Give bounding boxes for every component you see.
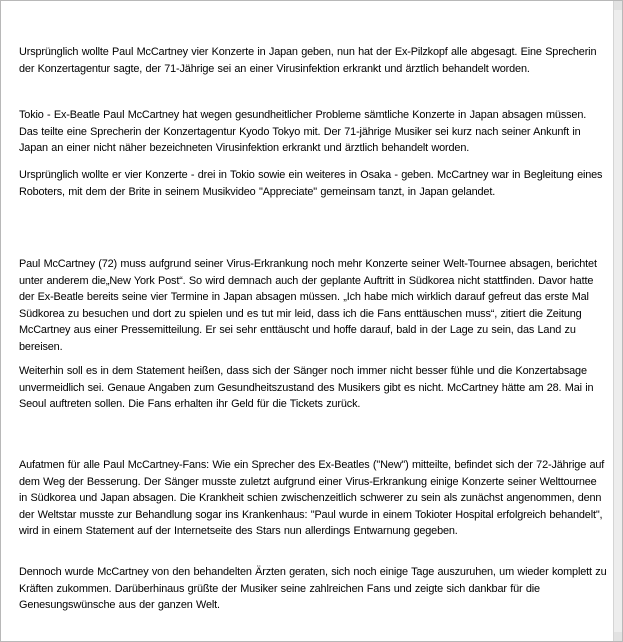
paragraph-5: Weiterhin soll es in dem Statement heißen, dass sich der Sänger noch immer nicht besser fühle und die Konzertabsage unvermeidlich sei. Genaue Angaben zum Gesundheitszustand des Musikers gibt es nicht. McCartney hätte am 28. Mai in Seoul auftreten sollen. Die Fans erhalten ihr Geld für die Tickets zurück. [19, 365, 594, 410]
vertical-scrollbar[interactable] [613, 1, 622, 641]
paragraph-1: Ursprünglich wollte Paul McCartney vier Konzerte in Japan geben, nun hat der Ex-Pilzkopf alle abgesagt. Eine Sprecherin der Konzertagentur sagte, der 71-Jährige sei an einer Virusinfektion erkrankt und ärztlich behandelt worden. [19, 46, 597, 75]
paragraph-3: Ursprünglich wollte er vier Konzerte - drei in Tokio sowie ein weiteres in Osaka - geben. McCartney war in Begleitung eines Roboters, mit dem der Brite in seinem Musikvideo "Appreciate" gemeinsam tanzt, in Japan gelandet. [19, 169, 603, 198]
paragraph-7: Dennoch wurde McCartney von den behandelten Ärzten geraten, sich noch einige Tage auszuruhen, um wieder komplett zu Kräften zukommen. Darüberhinaus grüßte der Musiker seine zahlreichen Fans und zeigte sich dankbar für die Genesungswünsche aus der ganzen Welt. [19, 566, 607, 611]
paragraph-2: Tokio - Ex-Beatle Paul McCartney hat wegen gesundheitlicher Probleme sämtliche Konzerte in Japan absagen müssen. Das teilte eine Sprecherin der Konzertagentur Kyodo Tokyo mit. Der 71-jährige Musiker sei kurz nach seiner Ankunft in Japan an einer nicht näher bezeichneten Virusinfektion erkrankt und ärztlich behandelt worden. [19, 109, 587, 154]
scroll-down-arrow-icon[interactable] [614, 632, 622, 641]
paragraph-4: Paul McCartney (72) muss aufgrund seiner Virus-Erkrankung noch mehr Konzerte seiner Welt-Tournee absagen, berichtet unter anderem die„New York Post“. So wird demnach auch der geplante Auftritt in Südkorea nicht stattfinden. Davor hatte der Ex-Beatle bereits seine vier Termine in Japan absagen müssen. „Ich habe mich wirklich darauf gefreut das erste Mal Südkorea zu besuchen und dort zu spielen und es tut mir leid, dass ich die Fans enttäuschen muss“, zitiert die Zeitung McCartney aus einer Pressemitteilung. Er sei sehr enttäuscht und hoffe darauf, bald in der Lage zu sein, das Land zu bereisen. [19, 258, 597, 353]
paragraph-6: Aufatmen für alle Paul McCartney-Fans: Wie ein Sprecher des Ex-Beatles ("New") mitteilte, befindet sich der 72-Jährige auf dem Weg der Besserung. Der Sänger musste zuletzt aufgrund einer Virus-Erkrankung einige Konzerte seiner Welttournee in Südkorea und Japan absagen. Die Krankheit schien zwischenzeitlich schwerer zu sein als zunächst angenommen, denn der Weltstar musste zur Behandlung sogar ins Krankenhaus: "Paul wurde in einem Tokioter Hospital erfolgreich behandelt", wird in einem Statement auf der Internetseite des Stars nun allerdings Entwarnung gegeben. [19, 459, 605, 537]
scroll-up-arrow-icon[interactable] [614, 1, 622, 10]
